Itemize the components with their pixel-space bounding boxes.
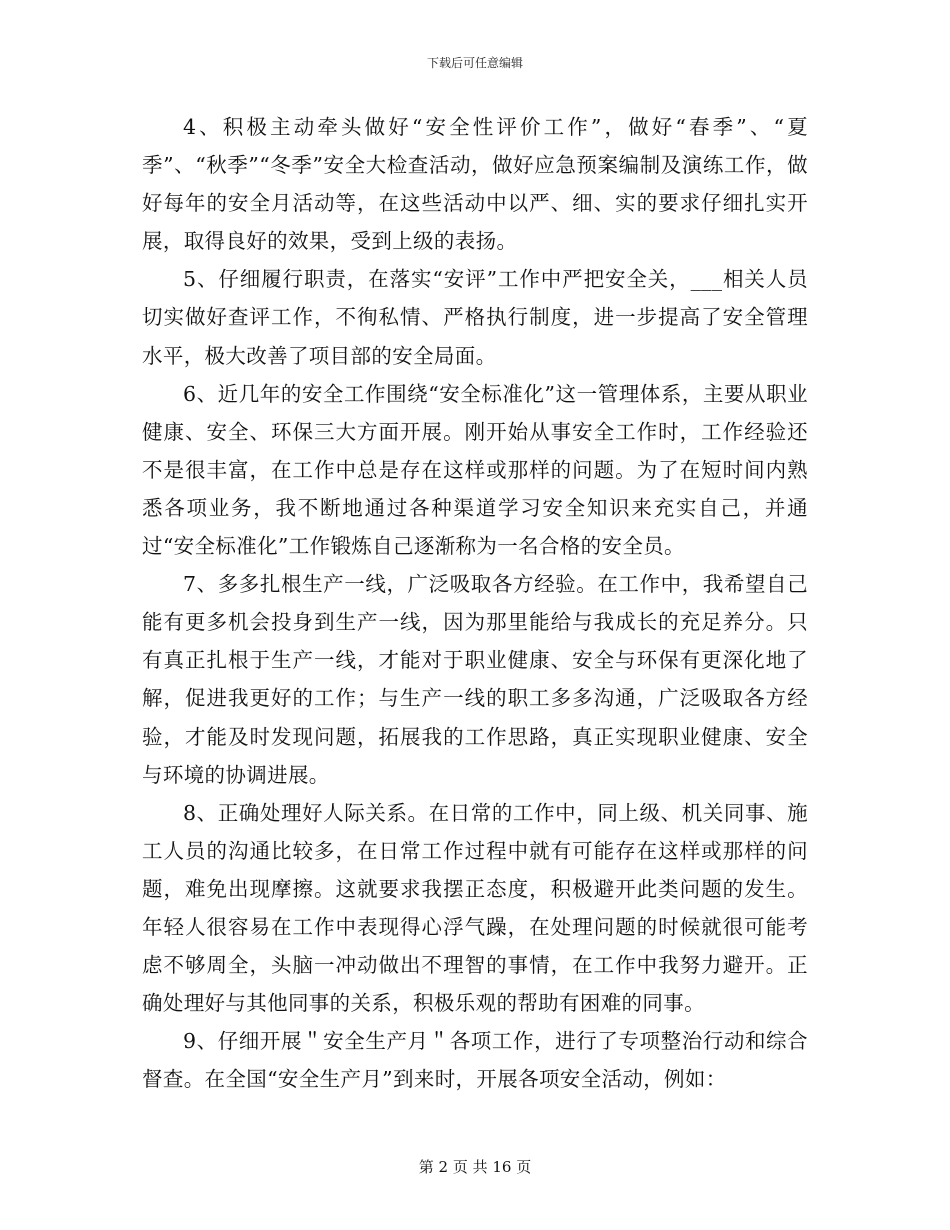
paragraph-8: 8、正确处理好人际关系。在日常的工作中，同上级、机关同事、施工人员的沟通比较多，在日常工作过程中就有可能存在这样或那样的问题，难免出现摩擦。这就要求我摆正态度，积极避开此类问题的发生。年轻人很容易在工作中表现得心浮气躁，在处理问题的时候就很可能考虑不够周全，头脑一冲动做出不理智的事情，在工作中我努力避开。正确处理好与其他同事的关系，积极乐观的帮助有困难的同事。 bbox=[142, 800, 808, 1016]
paragraph-9: 9、仔细开展＂安全生产月＂各项工作，进行了专项整治行动和综合督查。在全国“安全生产月”到来时，开展各项安全活动，例如： bbox=[142, 1029, 808, 1092]
document-body bbox=[142, 108, 808, 1098]
paragraph-7: 7、多多扎根生产一线，广泛吸取各方经验。在工作中，我希望自己能有更多机会投身到生产一线，因为那里能给与我成长的充足养分。只有真正扎根于生产一线，才能对于职业健康、安全与环保有更深化地了解，促进我更好的工作；与生产一线的职工多多沟通，广泛吸取各方经验，才能及时发现问题，拓展我的工作思路，真正实现职业健康、安全与环境的协调进展。 bbox=[142, 572, 808, 787]
paragraph-5: 5、仔细履行职责，在落实“安评”工作中严把安全关，___相关人员切实做好查评工作，不徇私情、严格执行制度，进一步提高了安全管理水平，极大改善了项目部的安全局面。 bbox=[142, 267, 808, 368]
header-note: 下载后可任意编辑 bbox=[426, 56, 523, 70]
paragraph-4: 4、积极主动牵头做好“安全性评价工作”，做好“春季”、“夏季”、“秋季”“冬季”安全大检查活动，做好应急预案编制及演练工作，做好每年的安全月活动等，在这些活动中以严、细、实的要求仔细扎实开展，取得良好的效果，受到上级的表扬。 bbox=[142, 115, 808, 254]
page-number: 第 2 页 共 16 页 bbox=[418, 1158, 532, 1176]
paragraph-6: 6、近几年的安全工作围绕“安全标准化”这一管理体系，主要从职业健康、安全、环保三大方面开展。刚开始从事安全工作时，工作经验还不是很丰富，在工作中总是存在这样或那样的问题。为了在短时间内熟悉各项业务，我不断地通过各种渠道学习安全知识来充实自己，并通过“安全标准化”工作锻炼自己逐渐称为一名合格的安全员。 bbox=[142, 381, 808, 559]
